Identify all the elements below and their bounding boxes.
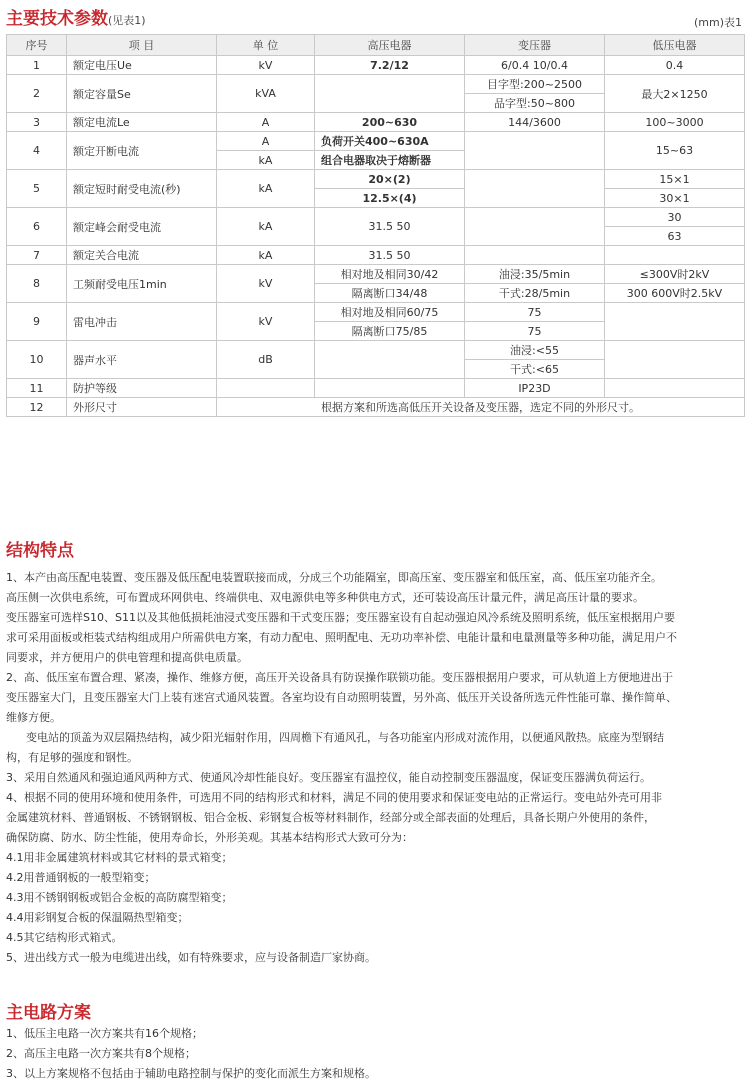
cell-lv: 300 600V时2.5kV: [605, 284, 745, 303]
cell-no: 9: [7, 303, 67, 341]
cell-transformer: [465, 170, 605, 208]
cell-unit: kVA: [217, 75, 315, 113]
cell-unit: kA: [217, 151, 315, 170]
cell-transformer: 干式:28/5min: [465, 284, 605, 303]
cell-hv: 隔离断口34/48: [315, 284, 465, 303]
cell-transformer: IP23D: [465, 379, 605, 398]
paragraph-line: 变压器室大门，且变压器室大门上装有迷宫式通风装置。各室均设有自动照明装置，另外高、低压开关设备所选元件性能可靠、操作简单、: [6, 691, 677, 704]
table-row: [7, 341, 745, 360]
cell-item: 外形尺寸: [67, 398, 217, 417]
spec-subtitle: (见表1): [108, 14, 146, 27]
cell-lv: [605, 379, 745, 398]
col-header-unit: 单 位: [217, 35, 315, 56]
cell-unit: kA: [217, 170, 315, 208]
col-header-hv: 高压电器: [315, 35, 465, 56]
spec-table: [6, 34, 745, 417]
paragraph-line: 求可采用面板或柜装式结构组成用户所需供电方案，有动力配电、照明配电、无功功率补偿、电能计量和电量测量等多种功能，满足用户不: [6, 631, 677, 644]
cell-lv: 30×1: [605, 189, 745, 208]
cell-hv: 组合电器取决于熔断器: [315, 151, 465, 170]
cell-hv: 相对地及相同30/42: [315, 265, 465, 284]
col-header-item: 项 目: [67, 35, 217, 56]
cell-no: 10: [7, 341, 67, 379]
paragraph-line: 2、高、低压室布置合理、紧凑，操作、维修方便，高压开关设备具有防误操作联锁功能。变压器根据用户要求，可从轨道上方便地进出于: [6, 671, 673, 684]
table-row: [7, 246, 745, 265]
cell-no: 11: [7, 379, 67, 398]
cell-unit: A: [217, 132, 315, 151]
paragraph-line: 4.5其它结构形式箱式。: [6, 931, 123, 944]
col-header-lv: 低压电器: [605, 35, 745, 56]
paragraph-line: 1、本产由高压配电装置、变压器及低压配电装置联接而成，分成三个功能隔室，即高压室、变压器室和低压室，高、低压室功能齐全。: [6, 571, 662, 584]
col-header-no: 序号: [7, 35, 67, 56]
cell-no: 1: [7, 56, 67, 75]
paragraph-line: 金属建筑材料、普通钢板、不锈钢钢板、铝合金板、彩钢复合板等材料制作，经部分或全部表面的处理后，具备长期户外使用的条件，: [6, 811, 655, 824]
cell-lv: ≤300V时2kV: [605, 265, 745, 284]
cell-item: 额定电流Le: [67, 113, 217, 132]
cell-item: 额定关合电流: [67, 246, 217, 265]
cell-item: 雷电冲击: [67, 303, 217, 341]
table-row: [7, 132, 745, 151]
cell-transformer: 油浸:35/5min: [465, 265, 605, 284]
cell-unit: A: [217, 113, 315, 132]
paragraph-line: 5、进出线方式一般为电缆进出线，如有特殊要求，应与设备制造厂家协商。: [6, 951, 376, 964]
structure-text: [6, 568, 746, 968]
paragraph-line: 4、根据不同的使用环境和使用条件，可选用不同的结构形式和材料，满足不同的使用要求和保证变电站的正常运行。变电站外壳可用非: [6, 791, 662, 804]
cell-unit: kA: [217, 246, 315, 265]
table-row: [7, 113, 745, 132]
paragraph-line: 4.4用彩钢复合板的保温隔热型箱变；: [6, 911, 189, 924]
cell-transformer: 75: [465, 303, 605, 322]
cell-hv: 12.5×(4): [315, 189, 465, 208]
cell-hv: 相对地及相同60/75: [315, 303, 465, 322]
cell-unit: kV: [217, 56, 315, 75]
cell-transformer: 6/0.4 10/0.4: [465, 56, 605, 75]
cell-hv: [315, 75, 465, 113]
cell-transformer: 干式:<65: [465, 360, 605, 379]
paragraph-line: 3、以上方案规格不包括由于辅助电路控制与保护的变化而派生方案和规格。: [6, 1067, 376, 1080]
paragraph-line: 变压器室可选样S10、S11以及其他低损耗油浸式变压器和干式变压器；变压器室设有自起动强迫风冷系统及照明系统，低压室根据用户要: [6, 611, 675, 624]
cell-lv: 63: [605, 227, 745, 246]
cell-lv: 30: [605, 208, 745, 227]
paragraph-line: 维修方便。: [6, 711, 61, 724]
cell-hv: 7.2/12: [315, 56, 465, 75]
cell-no: 3: [7, 113, 67, 132]
cell-item: 额定容量Se: [67, 75, 217, 113]
cell-item: 工频耐受电压1min: [67, 265, 217, 303]
col-header-transformer: 变压器: [465, 35, 605, 56]
page-title: [6, 4, 146, 29]
cell-transformer: 144/3600: [465, 113, 605, 132]
table-row: [7, 75, 745, 94]
table-row: [7, 379, 745, 398]
cell-lv: [605, 303, 745, 341]
circuit-title: 主电路方案: [6, 1003, 91, 1023]
cell-no: 4: [7, 132, 67, 170]
cell-lv: [605, 246, 745, 265]
cell-item: 额定电压Ue: [67, 56, 217, 75]
paragraph-line: 构，有足够的强度和钢性。: [6, 751, 138, 764]
cell-hv: 31.5 50: [315, 208, 465, 246]
structure-title: 结构特点: [6, 541, 74, 561]
cell-transformer: [465, 246, 605, 265]
cell-hv: 200~630: [315, 113, 465, 132]
cell-no: 6: [7, 208, 67, 246]
table-row: [7, 170, 745, 189]
cell-no: 5: [7, 170, 67, 208]
cell-transformer: 品字型:50~800: [465, 94, 605, 113]
paragraph-line: 高压侧一次供电系统，可布置成环网供电、终端供电、双电源供电等多种供电方式，还可装设高压计量元件，满足高压计量的要求。: [6, 591, 644, 604]
cell-item: 额定开断电流: [67, 132, 217, 170]
paragraph-line: 2、高压主电路一次方案共有8个规格；: [6, 1047, 196, 1060]
cell-item: 额定峰会耐受电流: [67, 208, 217, 246]
cell-transformer: [465, 208, 605, 246]
cell-lv: 100~3000: [605, 113, 745, 132]
cell-hv: 20×(2): [315, 170, 465, 189]
cell-item: 额定短时耐受电流(秒): [67, 170, 217, 208]
paragraph-line: 4.3用不锈钢钢板或铝合金板的高防腐型箱变；: [6, 891, 233, 904]
paragraph-line: 同要求，并方便用户的供电管理和提高供电质量。: [6, 651, 248, 664]
cell-no: 12: [7, 398, 67, 417]
cell-hv: [315, 341, 465, 379]
table-row: [7, 303, 745, 322]
cell-hv: [315, 379, 465, 398]
circuit-text: [6, 1024, 746, 1084]
cell-no: 2: [7, 75, 67, 113]
unit-note: (mm)表1: [693, 16, 742, 29]
paragraph-line: 确保防腐、防水、防尘性能，使用寿命长，外形美观。其基本结构形式大致可分为：: [6, 831, 413, 844]
cell-transformer: 75: [465, 322, 605, 341]
table-row: [7, 265, 745, 284]
table-row: [7, 208, 745, 227]
paragraph-line: 变电站的顶盖为双层隔热结构，减少阳光辐射作用，四周檐下有通风孔，与各功能室内形成对流作用，以便通风散热。底座为型钢结: [26, 731, 664, 744]
cell-unit: dB: [217, 341, 315, 379]
cell-lv: 15×1: [605, 170, 745, 189]
cell-no: 8: [7, 265, 67, 303]
cell-lv: 15~63: [605, 132, 745, 170]
cell-item: 器声水平: [67, 341, 217, 379]
cell-transformer: 油浸:<55: [465, 341, 605, 360]
cell-unit: kV: [217, 265, 315, 303]
cell-hv: 隔离断口75/85: [315, 322, 465, 341]
cell-lv: 最大2×1250: [605, 75, 745, 113]
cell-lv: 0.4: [605, 56, 745, 75]
cell-lv: [605, 341, 745, 379]
cell-no: 7: [7, 246, 67, 265]
paragraph-line: 1、低压主电路一次方案共有16个规格；: [6, 1027, 203, 1040]
cell-hv: 负荷开关400~630A: [315, 132, 465, 151]
paragraph-line: 3、采用自然通风和强迫通风两种方式、使通风冷却性能良好。变压器室有温控仪，能自动控制变压器温度，保证变压器满负荷运行。: [6, 771, 651, 784]
paragraph-line: 4.1用非金属建筑材料或其它材料的景式箱变；: [6, 851, 233, 864]
cell-note: 根据方案和所选高低压开关设备及变压器，选定不同的外形尺寸。: [217, 398, 745, 417]
paragraph-line: 4.2用普通钢板的一般型箱变；: [6, 871, 156, 884]
cell-item: 防护等级: [67, 379, 217, 398]
table-header-row: [7, 35, 745, 56]
cell-unit: kA: [217, 208, 315, 246]
cell-unit: [217, 379, 315, 398]
cell-unit: kV: [217, 303, 315, 341]
spec-title: 主要技术参数: [6, 9, 108, 29]
table-row: [7, 56, 745, 75]
cell-hv: 31.5 50: [315, 246, 465, 265]
table-row: [7, 398, 745, 417]
cell-transformer: [465, 132, 605, 170]
cell-transformer: 目字型:200~2500: [465, 75, 605, 94]
